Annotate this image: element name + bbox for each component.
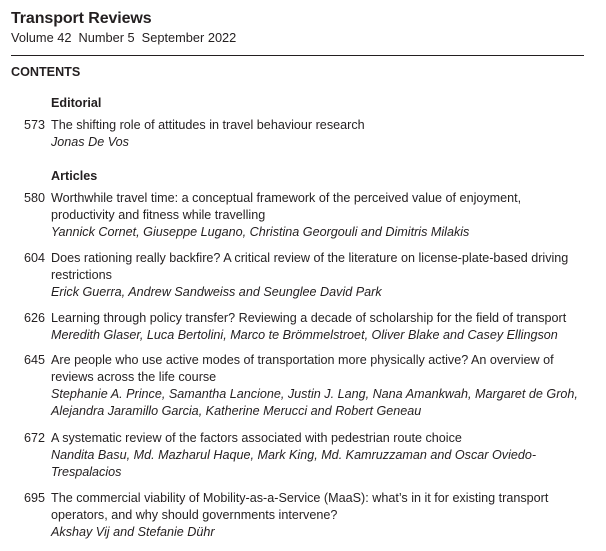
- entry-title: Are people who use active modes of transportation more physically active? An overview of reviews across the life course: [51, 353, 554, 384]
- entry-page-number: 580: [23, 191, 45, 205]
- entry-authors: Erick Guerra, Andrew Sandweiss and Seunglee David Park: [51, 285, 382, 299]
- entry-title: Worthwhile travel time: a conceptual framework of the perceived value of enjoyment, productivity and fitness while travelling: [51, 191, 522, 222]
- entry-authors: Nandita Basu, Md. Mazharul Haque, Mark King, Md. Kamruzzaman and Oscar Oviedo-Trespalacios: [51, 448, 537, 479]
- issue-info: [11, 29, 243, 46]
- entry-authors: Meredith Glaser, Luca Bertolini, Marco te Brömmelstroet, Oliver Blake and Casey Ellingson: [51, 328, 558, 342]
- entry-page-number: 573: [23, 118, 45, 132]
- entry-authors: Stephanie A. Prince, Samantha Lancione, Justin J. Lang, Nana Amankwah, Margaret de Groh, Alejandra Jaramillo Garcia, Katherine Merucci and Robert Geneau: [51, 387, 578, 418]
- entry-title: The commercial viability of Mobility-as-a-Service (MaaS): what’s in it for existing transport operators, and why should governments intervene?: [51, 491, 549, 522]
- section-heading-articles: Articles: [51, 169, 98, 183]
- entry-authors: Yannick Cornet, Giuseppe Lugano, Christina Georgouli and Dimitris Milakis: [51, 225, 470, 239]
- entry-title: Does rationing really backfire? A critical review of the literature on license-plate-based driving restrictions: [51, 251, 569, 282]
- section-heading-editorial: Editorial: [51, 96, 102, 110]
- entry-page-number: 604: [23, 251, 45, 265]
- journal-title: Transport Reviews: [11, 10, 152, 27]
- entry-title: Learning through policy transfer? Reviewing a decade of scholarship for the field of transport: [51, 311, 567, 325]
- issue-volume: Volume 42: [11, 30, 72, 45]
- entry-page-number: 695: [23, 491, 45, 505]
- entry-page-number: 645: [23, 353, 45, 367]
- contents-heading: CONTENTS: [11, 65, 81, 79]
- entry-authors: Akshay Vij and Stefanie Dühr: [51, 525, 215, 539]
- header-divider: [11, 55, 584, 56]
- issue-date: September 2022: [141, 30, 237, 45]
- issue-number: Number 5: [78, 30, 135, 45]
- entry-title: The shifting role of attitudes in travel behaviour research: [51, 118, 365, 132]
- entry-page-number: 626: [23, 311, 45, 325]
- entry-title: A systematic review of the factors associated with pedestrian route choice: [51, 431, 462, 445]
- entry-authors: Jonas De Vos: [51, 135, 129, 149]
- entry-page-number: 672: [23, 431, 45, 445]
